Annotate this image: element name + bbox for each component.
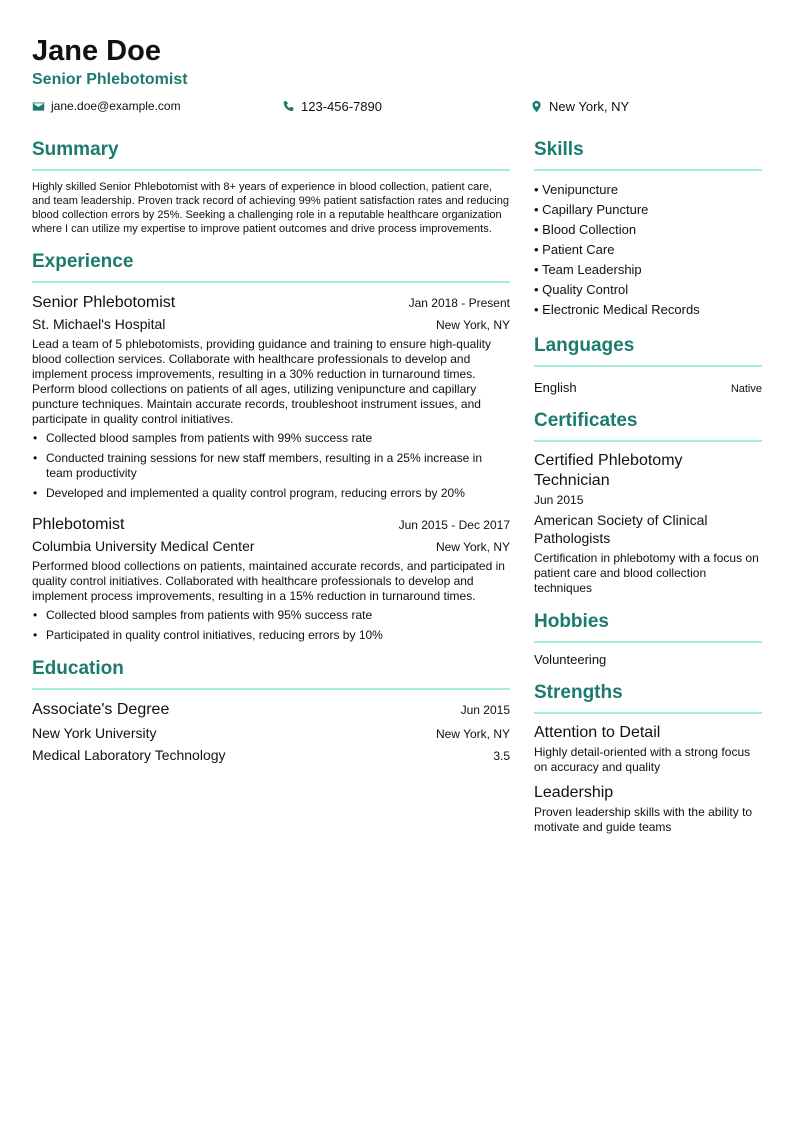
job-description: Lead a team of 5 phlebotomists, providing guidance and training to ensure high-quality blood collection services. Collaborate with healthcare professionals to develop and implement process improvements, resulting in a 30% reduction in turnaround times. Perform blood collections on patients of all ages, utilizing venipuncture and capillary puncture techniques. Maintain accurate records, troubleshoot instrument issues, and participate in quality control initiatives. xyxy=(32,337,491,426)
phone-text[interactable]: 123-456-7890 xyxy=(301,99,382,114)
languages-section xyxy=(534,334,762,395)
envelope-icon xyxy=(32,100,45,113)
education-date: Jun 2015 xyxy=(460,703,510,717)
summary-heading: Summary xyxy=(32,138,510,171)
contact-bar xyxy=(32,99,762,119)
job-date: Jun 2015 - Dec 2017 xyxy=(398,518,510,532)
school-name: New York University xyxy=(32,725,157,741)
job-entry xyxy=(32,293,510,501)
language-level: Native xyxy=(730,383,762,395)
certificate-name: Certified Phlebotomy Technician xyxy=(534,452,683,489)
school-location: New York, NY xyxy=(435,727,510,741)
job-description: Performed blood collections on patients, maintained accurate records, and participated in quality control initiatives. Collaborated with healthcare professionals to develop and implement process improvements, resulting in a 15% reduction in turnaround times. xyxy=(32,559,505,603)
achievement-item: • Conducted training sessions for new staff members, resulting in a 25% increase in team productivity xyxy=(32,451,510,481)
skills-heading: Skills xyxy=(534,138,762,171)
phone-icon xyxy=(282,100,295,113)
location-text: New York, NY xyxy=(549,99,630,114)
job-entry xyxy=(32,515,510,643)
education-section xyxy=(32,657,510,764)
strength-name: Leadership xyxy=(534,784,614,801)
summary-text: Highly skilled Senior Phlebotomist with 8+ years of experience in blood collection, patient care, and team leadership. Proven track record of achieving 99% patient satisfaction rates and reducing blood collection errors by 25%. Seeking a challenging role in a reputable healthcare organization where I can utilize my expertise to improve patient outcomes and drive process improvements. xyxy=(32,181,509,235)
field-of-study: Medical Laboratory Technology xyxy=(32,747,226,763)
achievement-item: • Developed and implemented a quality control program, reducing errors by 20% xyxy=(32,486,510,501)
certificate-issuer: American Society of Clinical Pathologists xyxy=(534,512,708,546)
job-title: Senior Phlebotomist xyxy=(32,294,176,311)
education-heading: Education xyxy=(32,657,510,690)
certificate-date: Jun 2015 xyxy=(534,493,584,507)
skill-item: • Venipuncture xyxy=(534,180,762,200)
skill-item: • Electronic Medical Records xyxy=(534,300,762,320)
skills-list xyxy=(534,180,762,320)
job-location: New York, NY xyxy=(435,318,510,332)
skill-item: • Team Leadership xyxy=(534,260,762,280)
strength-name: Attention to Detail xyxy=(534,724,661,741)
job-date: Jan 2018 - Present xyxy=(408,296,510,310)
strengths-heading: Strengths xyxy=(534,681,762,714)
resume-header xyxy=(32,34,762,119)
strengths-section xyxy=(534,681,762,835)
language-item xyxy=(534,380,762,395)
job-location: New York, NY xyxy=(435,540,510,554)
job-company: St. Michael's Hospital xyxy=(32,316,166,332)
language-name: English xyxy=(534,380,577,395)
certificates-section xyxy=(534,409,762,596)
contact-phone[interactable] xyxy=(282,99,382,114)
strength-description: Proven leadership skills with the ability to motivate and guide teams xyxy=(534,805,753,834)
skill-item: • Quality Control xyxy=(534,280,762,300)
achievement-item: • Collected blood samples from patients with 99% success rate xyxy=(32,431,510,446)
languages-heading: Languages xyxy=(534,334,762,367)
hobbies-section xyxy=(534,610,762,667)
contact-location xyxy=(530,99,629,114)
strength-item xyxy=(534,723,762,775)
hobbies-heading: Hobbies xyxy=(534,610,762,643)
contact-email[interactable] xyxy=(32,99,181,113)
certificates-heading: Certificates xyxy=(534,409,762,442)
job-title: Phlebotomist xyxy=(32,516,125,533)
skill-item: • Patient Care xyxy=(534,240,762,260)
certificate-description: Certification in phlebotomy with a focus on patient care and blood collection techniques xyxy=(534,551,759,595)
achievement-item: • Collected blood samples from patients with 95% success rate xyxy=(32,608,510,623)
strength-item xyxy=(534,783,762,835)
candidate-title: Senior Phlebotomist xyxy=(32,71,188,88)
degree: Associate's Degree xyxy=(32,701,170,718)
strength-description: Highly detail-oriented with a strong focus on accuracy and quality xyxy=(534,745,751,774)
skill-item: • Blood Collection xyxy=(534,220,762,240)
gpa: 3.5 xyxy=(493,749,510,763)
summary-section xyxy=(32,138,510,236)
job-company: Columbia University Medical Center xyxy=(32,538,255,554)
education-entry xyxy=(32,700,510,764)
achievement-item: • Participated in quality control initiatives, reducing errors by 10% xyxy=(32,628,510,643)
skills-section xyxy=(534,138,762,320)
job-achievements xyxy=(32,431,510,501)
side-column xyxy=(534,138,762,849)
main-column xyxy=(32,138,510,778)
skill-item: • Capillary Puncture xyxy=(534,200,762,220)
experience-section xyxy=(32,250,510,643)
map-pin-icon xyxy=(530,100,543,113)
experience-heading: Experience xyxy=(32,250,510,283)
email-text[interactable]: jane.doe@example.com xyxy=(51,99,181,113)
job-achievements xyxy=(32,608,510,643)
candidate-name: Jane Doe xyxy=(32,35,161,67)
hobby-item: Volunteering xyxy=(534,652,607,667)
